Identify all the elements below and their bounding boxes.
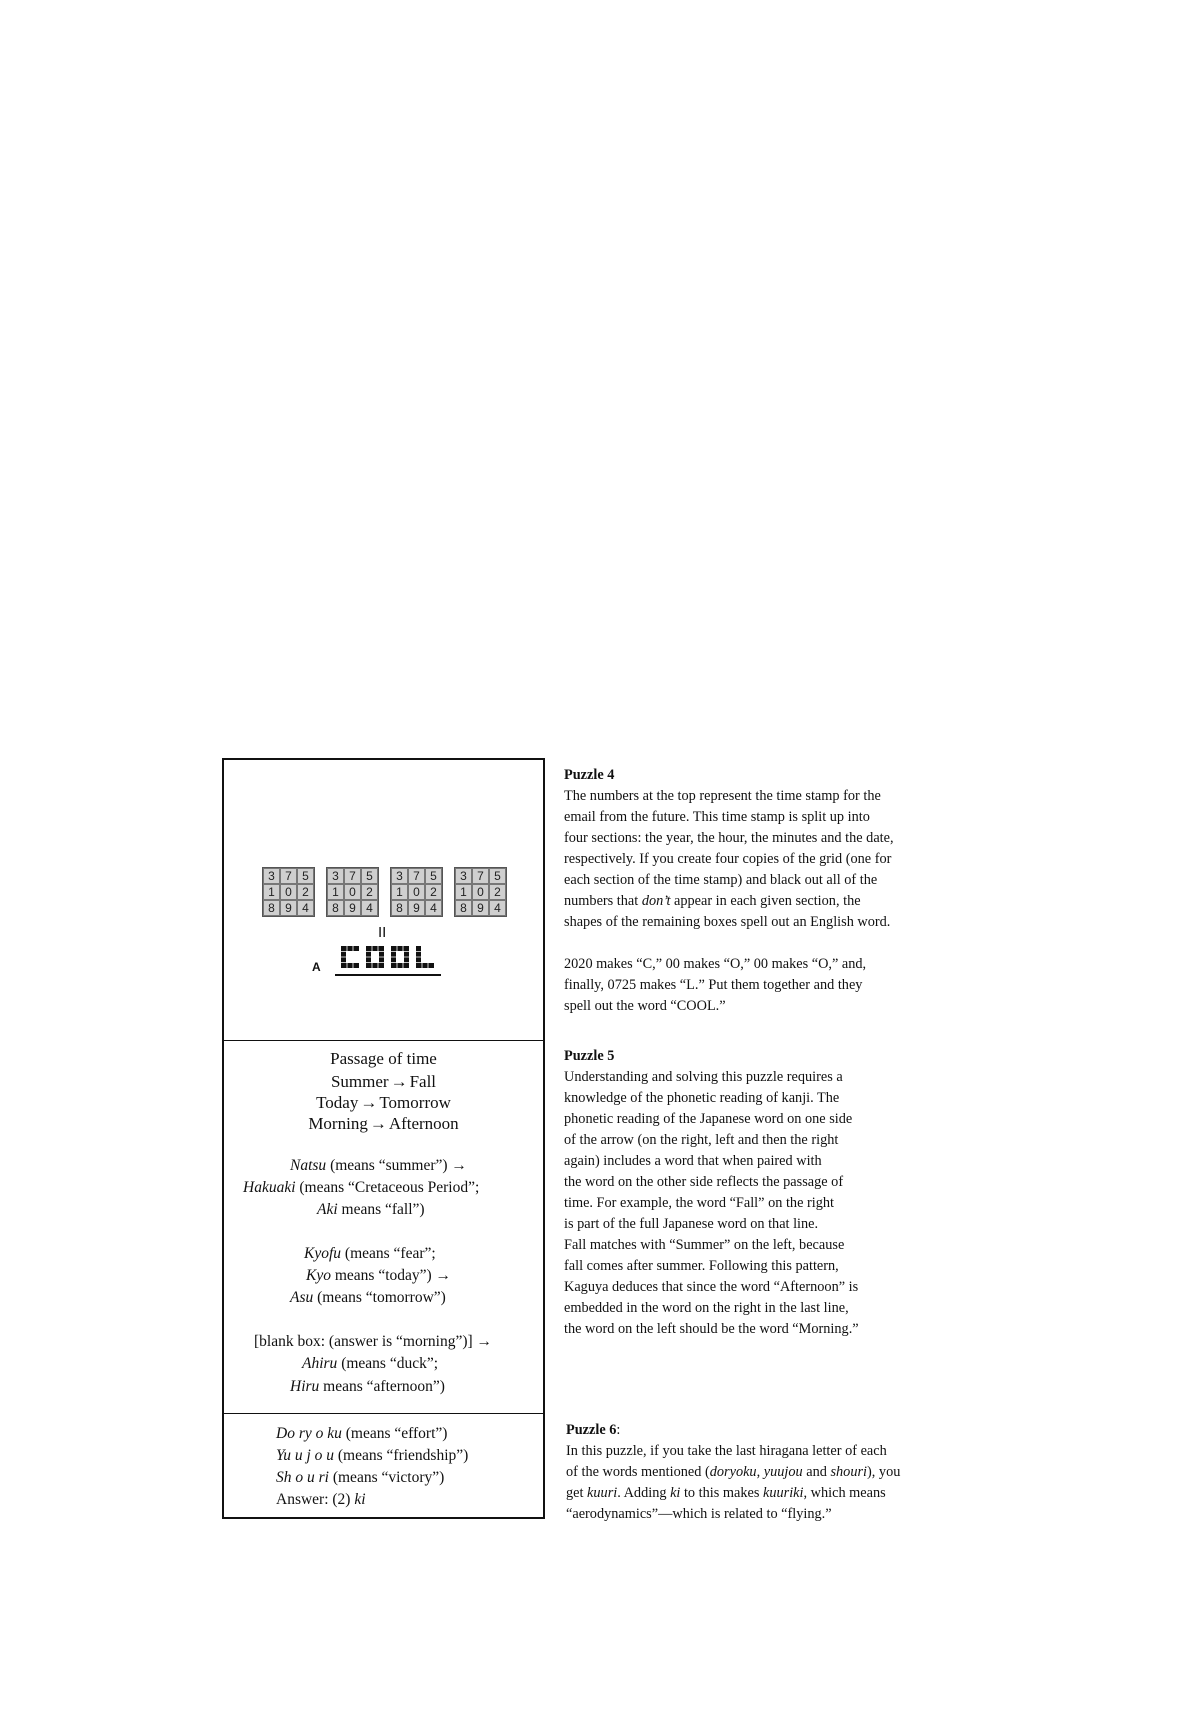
text-line: numbers that don’t appear in each given section, the [564,893,861,909]
grid-cell: 8 [391,900,408,916]
text-line: of the words mentioned (doryoku, yuujou and shouri), you [566,1464,901,1480]
number-grids [262,867,507,917]
puzzle5-heading: Puzzle 5 [564,1048,615,1064]
grid-cell: 3 [391,868,408,884]
grid-cell: 3 [263,868,280,884]
right-arrow-icon: → [369,1114,387,1133]
grid-cell: 9 [280,900,297,916]
grid-cell: 0 [280,884,297,900]
grid-cell: 4 [361,900,378,916]
japanese-word-line: Kyo means “today”) → [306,1267,452,1284]
right-arrow-icon: → [390,1072,408,1091]
text-line: four sections: the year, the hour, the minutes and the date, [564,830,894,846]
puzzle5-illustration [224,1041,543,1414]
pair-left: Morning [308,1114,368,1133]
grid-cell: 2 [361,884,378,900]
right-arrow-icon: → [360,1093,378,1112]
grid-cell: 0 [472,884,489,900]
grid-cell: 2 [297,884,314,900]
grid-cell: 8 [455,900,472,916]
text-line: of the arrow (on the right, left and then the right [564,1132,839,1148]
grid-cell: 1 [455,884,472,900]
puzzle6-heading: Puzzle 6: [566,1422,621,1438]
grid-cell: 3 [327,868,344,884]
grid-cell: 4 [425,900,442,916]
answer-letter: A [312,960,321,974]
pair-right: Afternoon [388,1114,459,1133]
number-grid [326,867,379,917]
number-grid [262,867,315,917]
text-line: the word on the other side reflects the passage of [564,1174,844,1190]
hiragana-word-line: Yu u j o u (means “friendship”) [276,1447,469,1464]
pixel-word-cool [335,946,441,976]
text-line: again) includes a word that when paired with [564,1153,822,1169]
passage-title: Passage of time [330,1049,437,1068]
text-line: respectively. If you create four copies of the grid (one for [564,851,892,867]
grid-cell: 5 [489,868,506,884]
grid-cell: 7 [280,868,297,884]
grid-cell: 2 [489,884,506,900]
japanese-word-line: Hakuaki (means “Cretaceous Period”; [243,1179,480,1196]
text-line: time. For example, the word “Fall” on the right [564,1195,834,1211]
puzzle6-answer: Answer: (2) ki [276,1491,366,1508]
puzzle4-illustration [224,760,543,1041]
puzzle6-illustration [224,1415,543,1517]
pair-right: Fall [409,1072,437,1091]
pair-row [224,1072,543,1092]
grid-cell: 7 [472,868,489,884]
text-line: embedded in the word on the right in the last line, [564,1300,849,1316]
japanese-word-line: Natsu (means “summer”) → [290,1157,467,1174]
japanese-word-line: [blank box: (answer is “morning”)] → [254,1333,493,1350]
puzzle5-explanation [564,1046,964,1340]
cool-pixel-letters-icon [341,946,439,968]
grid-cell: 9 [408,900,425,916]
grid-cell: 5 [297,868,314,884]
grid-cell: 0 [408,884,425,900]
text-line: Fall matches with “Summer” on the left, because [564,1237,845,1253]
pair-row [224,1114,543,1134]
answer-row [312,946,441,976]
puzzle4-explanation [564,765,964,1017]
text-line: shapes of the remaining boxes spell out an English word. [564,914,891,930]
grid-cell: 2 [425,884,442,900]
grid-cell: 8 [327,900,344,916]
hiragana-word-line: Do ry o ku (means “effort”) [276,1425,448,1442]
grid-cell: 4 [489,900,506,916]
text-line: Kaguya deduces that since the word “Afternoon” is [564,1279,859,1295]
grid-cell: 5 [425,868,442,884]
text-line: spell out the word “COOL.” [564,998,726,1014]
text-line: 2020 makes “C,” 00 makes “O,” 00 makes “O,” and, [564,956,867,972]
grid-cell: 1 [263,884,280,900]
grid-cell: 4 [297,900,314,916]
grid-cell: 5 [361,868,378,884]
equals-sign: II [378,924,387,941]
grid-cell: 8 [263,900,280,916]
pair-left: Today [316,1093,359,1112]
text-line: the word on the left should be the word “Morning.” [564,1321,859,1337]
japanese-word-line: Kyofu (means “fear”; [304,1245,436,1262]
number-grid [454,867,507,917]
grid-cell: 7 [408,868,425,884]
text-line: The numbers at the top represent the time stamp for the [564,788,881,804]
grid-cell: 0 [344,884,361,900]
pair-row [224,1093,543,1113]
japanese-word-line: Asu (means “tomorrow”) [290,1289,446,1306]
grid-cell: 1 [391,884,408,900]
text-line: is part of the full Japanese word on that line. [564,1216,819,1232]
number-grid [390,867,443,917]
grid-cell: 9 [344,900,361,916]
text-line: phonetic reading of the Japanese word on one side [564,1111,853,1127]
text-line: finally, 0725 makes “L.” Put them together and they [564,977,863,993]
grid-cell: 3 [455,868,472,884]
japanese-word-line: Ahiru (means “duck”; [302,1355,439,1372]
pair-left: Summer [330,1072,389,1091]
grid-cell: 9 [472,900,489,916]
grid-cell: 1 [327,884,344,900]
hiragana-word-line: Sh o u ri (means “victory”) [276,1469,445,1486]
japanese-word-line: Aki means “fall”) [317,1201,425,1218]
text-line: knowledge of the phonetic reading of kanji. The [564,1090,840,1106]
pair-right: Tomorrow [379,1093,451,1112]
puzzle6-explanation [566,1420,966,1525]
text-line: In this puzzle, if you take the last hiragana letter of each [566,1443,887,1459]
text-line: get kuuri. Adding ki to this makes kuuriki, which means [566,1485,886,1501]
text-line: fall comes after summer. Following this pattern, [564,1258,839,1274]
text-line: Understanding and solving this puzzle requires a [564,1069,843,1085]
text-line: “aerodynamics”—which is related to “flying.” [566,1506,832,1522]
text-line: each section of the time stamp) and black out all of the [564,872,878,888]
grid-cell: 7 [344,868,361,884]
puzzle4-heading: Puzzle 4 [564,767,615,783]
text-line: email from the future. This time stamp is split up into [564,809,870,825]
puzzle-illustration-frame [222,758,545,1519]
japanese-word-line: Hiru means “afternoon”) [290,1378,445,1395]
